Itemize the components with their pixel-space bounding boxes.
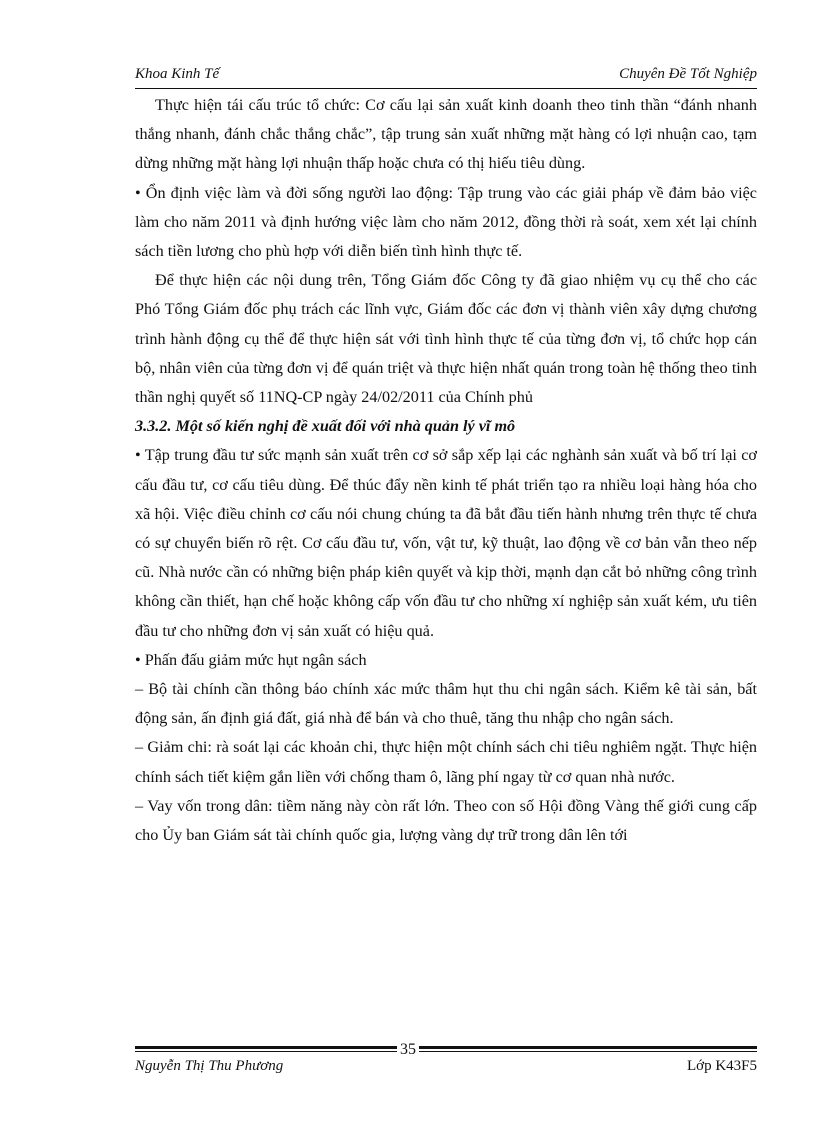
footer-class: Lớp K43F5 (686, 1058, 757, 1074)
paragraph-restructure: Thực hiện tái cấu trúc tổ chức: Cơ cấu lại sản xuất kinh doanh theo tinh thần “đánh nhanh thắng nhanh, đánh chắc thắng chắc”, tập trung sản xuất những mặt hàng có lợi nhuận cao, tạm dừng những mặt hàng lợi nhuận thấp hoặc chưa có thị hiếu tiêu dùng. (135, 96, 757, 173)
page-footer (135, 1058, 757, 1080)
paragraph-implementation: Để thực hiện các nội dung trên, Tổng Giám đốc Công ty đã giao nhiệm vụ cụ thể cho các Phó Tổng Giám đốc phụ trách các lĩnh vực, Giám đốc các đơn vị thành viên xây dựng chương trình hành động cụ thể để thực hiện sát với tình hình thực tế của từng đơn vị, tổ chức họp cán bộ, nhân viên của từng đơn vị để quán triệt và thực hiện nhất quán trong toàn hệ thống theo tinh thần nghị quyết số 11NQ-CP ngày 24/02/2011 của Chính phủ (135, 271, 757, 407)
page-number: 35 (397, 1041, 419, 1058)
section-heading: 3.3.2. Một số kiến nghị đề xuất đối với nhà quản lý vĩ mô (135, 417, 516, 436)
dash-reduce-spending: – Giảm chi: rà soát lại các khoản chi, thực hiện một chính sách chi tiêu nghiêm ngặt. Thực hiện chính sách tiết kiệm gắn liền với chống tham ô, lãng phí ngay từ cơ quan nhà nước. (135, 738, 757, 786)
header-doc-type: Chuyên Đề Tốt Nghiệp (619, 66, 757, 82)
header-faculty: Khoa Kinh Tế (135, 66, 220, 82)
bullet-employment: • Ổn định việc làm và đời sống người lao động: Tập trung vào các giải pháp về đảm bảo việc làm cho năm 2011 và định hướng việc làm cho năm 2012, đồng thời rà soát, xem xét lại chính sách tiền lương cho phù hợp với diễn biến tình hình thực tế. (135, 183, 757, 261)
dash-finance-ministry: – Bộ tài chính cần thông báo chính xác mức thâm hụt thu chi ngân sách. Kiểm kê tài sản, bất động sản, ấn định giá đất, giá nhà để bán và cho thuê, tăng thu nhập cho ngân sách. (135, 680, 757, 728)
page-number-container (0, 1041, 816, 1059)
bullet-investment: • Tập trung đầu tư sức mạnh sản xuất trên cơ sở sắp xếp lại các nghành sản xuất và bố trí lại cơ cấu đầu tư, cơ cấu tiêu dùng. Để thúc đẩy nền kinh tế phát triển tạo ra nhiều loại hàng hóa cho xã hội. Việc điều chỉnh cơ cấu nói chung chúng ta đã bắt đầu tiến hành nhưng trên thực tế chưa có sự chuyển biến rõ rệt. Cơ cấu đầu tư, vốn, vật tư, kỹ thuật, lao động về cơ bản vẫn theo nếp cũ. Nhà nước cần có những biện pháp kiên quyết và kịp thời, mạnh dạn cắt bỏ những công trình không cần thiết, hạn chế hoặc không cấp vốn đầu tư cho những xí nghiệp sản xuất kém, ưu tiên đầu tư cho những đơn vị sản xuất có hiệu quả. (135, 446, 757, 640)
dash-borrow-from-public: – Vay vốn trong dân: tiềm năng này còn rất lớn. Theo con số Hội đồng Vàng thế giới cung cấp cho Ủy ban Giám sát tài chính quốc gia, lượng vàng dự trữ trong dân lên tới (135, 796, 757, 845)
header-rule (135, 88, 757, 89)
footer-author: Nguyễn Thị Thu Phương (135, 1058, 284, 1074)
page-body (135, 91, 757, 850)
page-header (135, 64, 757, 86)
bullet-budget-deficit: • Phấn đấu giảm mức hụt ngân sách (135, 650, 367, 669)
